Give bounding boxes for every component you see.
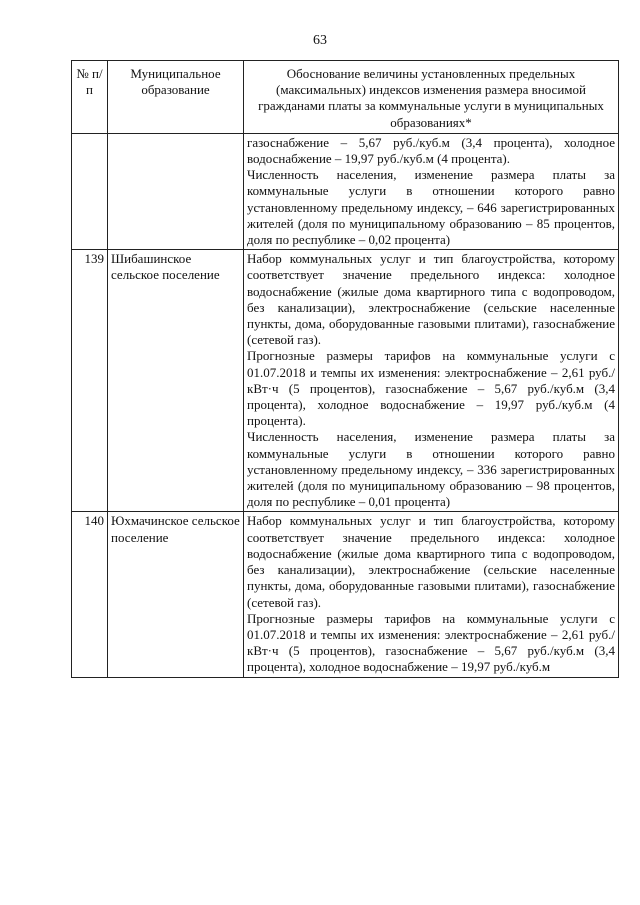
table-header-row bbox=[72, 61, 619, 134]
paragraph: Прогнозные размеры тарифов на коммунальные услуги с 01.07.2018 и темпы их изменения: электроснабжение – 2,61 руб./кВт·ч (5 процентов), газоснабжение – 5,67 руб./куб.м (3,4 процента), холодное водоснабжение – 19,97 руб./куб.м bbox=[247, 610, 615, 675]
paragraph: Численность населения, изменение размера платы за коммунальные услуги в отношении которого равно установленному предельному индексу, – 646 зарегистрированных жителей (доля по муниципальному образованию – 85 процентов, доля по республике – 0,02 процента) bbox=[247, 167, 615, 248]
justification-cell bbox=[244, 250, 619, 512]
justification-cell bbox=[244, 133, 619, 249]
municipality-cell: Юхмачинское сельское поселение bbox=[108, 512, 244, 677]
page-number: 63 bbox=[313, 33, 327, 48]
header-justification: Обоснование величины установленных предельных (максимальных) индексов изменения размера вносимой гражданами платы за коммунальные услуги в муниципальных образованиях* bbox=[244, 61, 619, 134]
municipality-cell bbox=[108, 133, 244, 249]
municipality-cell: Шибашинское сельское поселение bbox=[108, 250, 244, 512]
table-row-continuation bbox=[72, 133, 619, 249]
paragraph: Набор коммунальных услуг и тип благоустройства, которому соответствует значение предельного индекса: холодное водоснабжение (жилые дома квартирного типа с водопроводом, без канализации), электроснабжение (сельские населенные пункты, дома, оборудованные газовыми плитами), газоснабжение (сетевой газ). bbox=[247, 251, 615, 348]
paragraph: газоснабжение – 5,67 руб./куб.м (3,4 процента), холодное водоснабжение – 19,97 руб./куб.м (4 процента). bbox=[247, 134, 615, 167]
paragraph: Набор коммунальных услуг и тип благоустройства, которому соответствует значение предельного индекса: холодное водоснабжение (жилые дома квартирного типа с водопроводом, без канализации), электроснабжение (сельские населенные пункты, дома, оборудованные газовыми плитами), газоснабжение (сетевой газ). bbox=[247, 513, 615, 610]
header-number: № п/п bbox=[72, 61, 108, 134]
header-municipality: Муниципальное образование bbox=[108, 61, 244, 134]
justification-cell bbox=[244, 512, 619, 677]
table-row bbox=[72, 512, 619, 677]
row-number-cell bbox=[72, 133, 108, 249]
tariff-index-table bbox=[71, 60, 619, 678]
paragraph: Прогнозные размеры тарифов на коммунальные услуги с 01.07.2018 и темпы их изменения: электроснабжение – 2,61 руб./кВт·ч (5 процентов), газоснабжение – 5,67 руб./куб.м (3,4 процента), холодное водоснабжение – 19,97 руб./куб.м (4 процента). bbox=[247, 348, 615, 429]
paragraph: Численность населения, изменение размера платы за коммунальные услуги в отношении которого равно установленному предельному индексу, – 336 зарегистрированных жителей (доля по муниципальному образованию – 98 процентов, доля по республике – 0,01 процента) bbox=[247, 429, 615, 510]
row-number-cell: 140 bbox=[72, 512, 108, 677]
table-row bbox=[72, 250, 619, 512]
row-number-cell: 139 bbox=[72, 250, 108, 512]
